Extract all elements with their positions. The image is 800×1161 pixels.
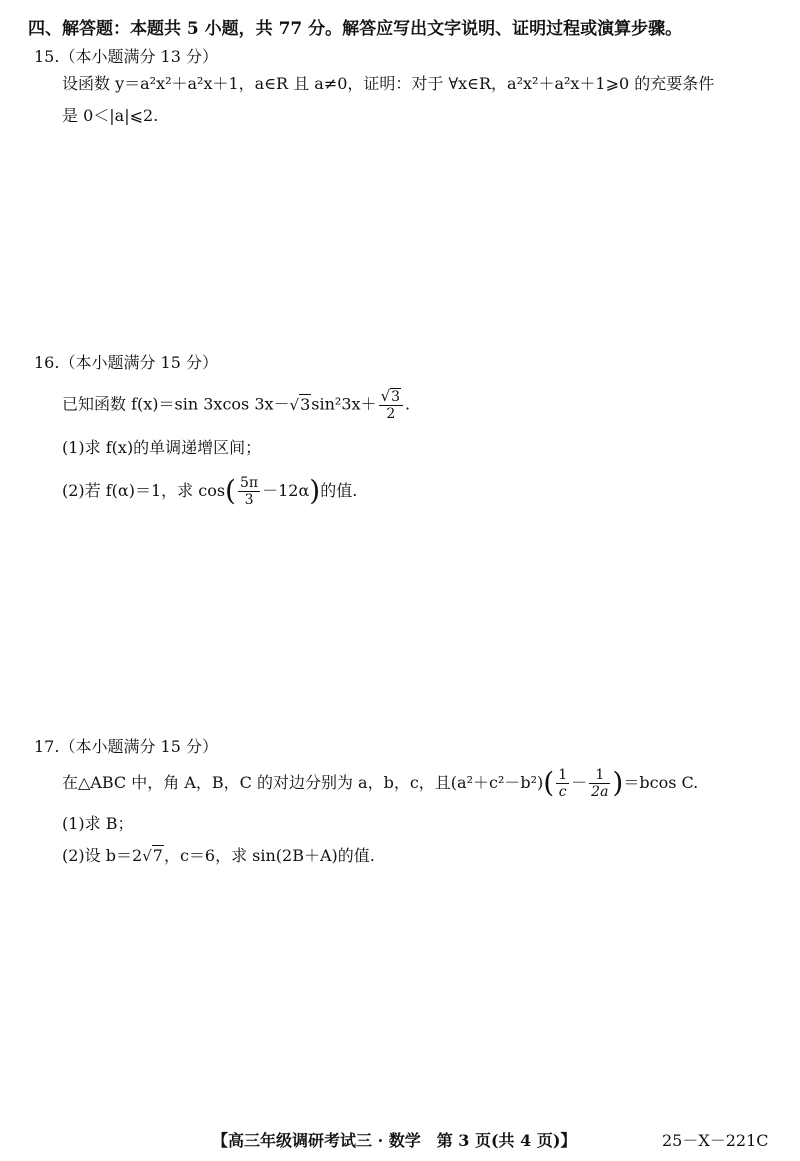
q15-header: 15.（本小题满分 13 分）: [34, 47, 218, 66]
q16-sqrt: √3: [289, 394, 311, 414]
q16-part1: (1)求 f(x)的单调递增区间；: [62, 438, 262, 457]
q16-stem: [62, 388, 410, 422]
q16-part2-inner: －12α: [262, 481, 310, 500]
q16-stem-prefix: 已知函数: [62, 394, 132, 414]
q17-part2: [62, 846, 375, 865]
q16-stem-func: f(x)＝sin 3xcos 3x－: [131, 394, 290, 414]
q16-part2-prefix: (2)若 f(α)＝1，求 cos: [62, 481, 226, 500]
q17-frac1-den: c: [558, 784, 567, 800]
q16-frac-num: 3: [391, 389, 401, 405]
q17-part1: (1)求 B；: [62, 814, 134, 833]
q16-part2: (2)若 f(α)＝1，求 cos( $\frac{5\pi}{3}$ －12α)的值.: [62, 474, 358, 508]
q16-frac-den: 2: [386, 406, 396, 423]
q17-frac1-num: 1: [558, 766, 568, 783]
q17-stem: 在△ABC 中，角 A，B，C 的对边分别为 a，b，c，且(a²＋c²－b²)( $\frac{1}{c}$ － $\frac{1}{2a}$ )＝bcos C.: [62, 766, 699, 800]
q17-stem-prefix: 在△ABC 中，角 A，B，C 的对边分别为 a，b，c，且(a²＋c²－b²): [62, 773, 544, 792]
q15-stem-line1: 设函数 y＝a²x²＋a²x＋1，a∈R 且 a≠0，证明：对于 ∀x∈R，a²x²＋a²x＋1⩾0 的充要条件: [62, 74, 715, 93]
q16-part2-frac-den: 3: [244, 492, 254, 508]
q17-part2-suffix: ，c＝6，求 sin(2B＋A)的值.: [163, 846, 375, 865]
q17-part2-prefix: (2)设 b＝2: [62, 846, 143, 865]
q17-sqrt-value: 7: [152, 846, 163, 865]
q17-frac2: [589, 767, 610, 800]
q17-frac2-den: 2a: [591, 784, 609, 800]
q15-stem-line2: 是 0＜|a|⩽2.: [62, 106, 159, 125]
q16-part2-fraction: [238, 475, 260, 508]
q16-stem-end: .: [405, 394, 411, 414]
q16-part2-frac-num: 5π: [239, 474, 259, 491]
q16-stem-fraction: $\frac{√3}{2}$: [379, 388, 403, 422]
q17-sqrt: √7: [142, 846, 163, 865]
q16-part2-suffix: 的值.: [320, 481, 358, 500]
q17-header: 17.（本小题满分 15 分）: [34, 737, 218, 756]
q17-stem-suffix: ＝bcos C.: [623, 773, 699, 792]
q17-minus: －: [571, 773, 588, 792]
section-title: 四、解答题：本题共 5 小题，共 77 分。解答应写出文字说明、证明过程或演算步骤。: [28, 19, 683, 39]
q17-frac2-num: 1: [589, 767, 610, 784]
q16-sqrt-value: 3: [300, 394, 311, 414]
q17-frac1: [556, 767, 569, 800]
q16-header: 16.（本小题满分 15 分）: [34, 353, 218, 372]
q16-stem-mid: sin²3x＋: [311, 394, 377, 414]
footer-page-info: 【高三年级调研考试三 · 数学 第 3 页(共 4 页)】: [212, 1131, 577, 1150]
footer-exam-code: 25－X－221C: [662, 1131, 769, 1150]
